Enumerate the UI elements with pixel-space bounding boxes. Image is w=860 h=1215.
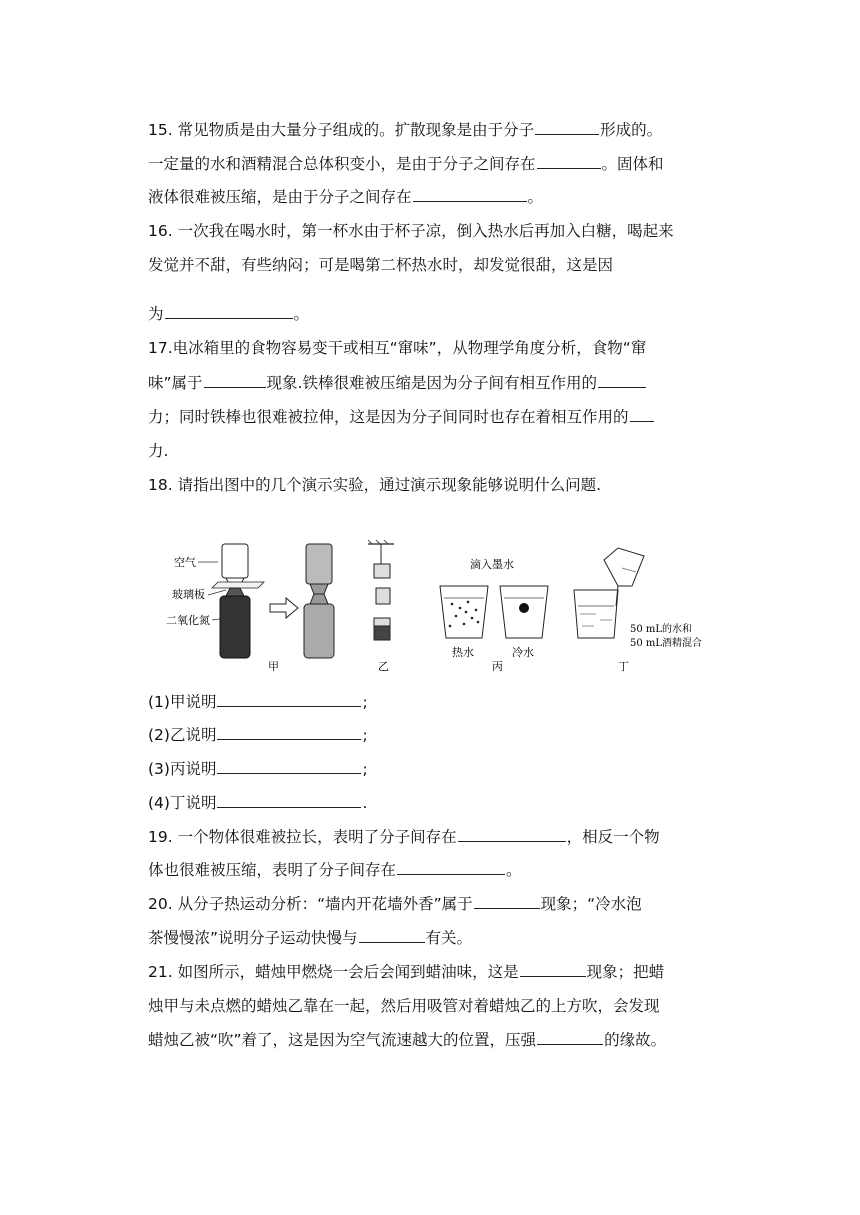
answer-blank[interactable] [474,894,540,909]
answer-blank[interactable] [217,725,361,740]
answer-blank[interactable] [537,1030,603,1045]
caption-jia: 甲 [268,660,279,673]
q20-line-2: 茶慢慢浓”说明分子运动快慢与 有关。 [148,929,473,947]
experiment-ding [574,548,702,673]
q18-answer-3: (3)丙说明 ; [148,760,368,778]
answer-blank[interactable] [520,962,586,977]
q17-line-3: 力；同时铁棒也很难被拉伸，这是因为分子间同时也存在着相互作用的 [148,407,655,427]
q17-line-4: 力. [148,442,169,460]
q15-line-3: 液体很难被压缩，是由于分子之间存在 。 [148,188,544,206]
q21-line-1: 21. 如图所示，蜡烛甲燃烧一会后会闻到蜡油味，这是 现象；把蜡 [148,963,665,981]
answer-blank[interactable] [359,928,425,943]
answer-blank[interactable] [537,154,601,169]
answer-blank[interactable] [217,692,361,707]
label-mix-2: 50 mL酒精混合 [630,638,703,649]
q21-line-3: 蜡烛乙被“吹”着了，这是因为空气流速越大的位置，压强 的缘故。 [148,1031,667,1049]
label-hot-water: 热水 [452,646,474,659]
label-mix-1: 50 mL的水和 [630,624,693,635]
q15-line-2: 一定量的水和酒精混合总体积变小，是由于分子之间存在 。固体和 [148,155,664,173]
q16-line-2: 发觉并不甜，有些纳闷；可是喝第二杯热水时，却发觉很甜，这是因 [148,256,614,274]
answer-blank[interactable] [535,120,599,135]
label-air: 空气 [174,556,196,569]
experiment-figure [148,538,708,678]
answer-blank[interactable] [458,827,566,842]
q21-line-2: 烛甲与未点燃的蜡烛乙靠在一起，然后用吸管对着蜡烛乙的上方吹，会发现 [148,997,660,1015]
q19-line-2: 体也很难被压缩，表明了分子间存在 。 [148,861,522,879]
q16-line-3: 为 。 [148,305,310,323]
caption-bing: 丙 [492,660,503,673]
experiment-yi [368,540,394,673]
caption-ding: 丁 [618,660,629,673]
q18-answer-4: (4)丁说明 . [148,794,368,812]
answer-blank[interactable] [630,407,654,422]
q15-line-1: 15. 常见物质是由大量分子组成的。扩散现象是由于分子 形成的。 [148,121,663,139]
label-no2: 二氧化氮 [166,614,210,627]
label-ink: 滴入墨水 [470,558,514,571]
answer-blank[interactable] [598,373,646,388]
answer-blank[interactable] [217,759,361,774]
experiment-bing [440,557,548,673]
q18-answer-2: (2)乙说明 ; [148,726,368,744]
label-cold-water: 冷水 [512,646,534,659]
q17-line-1: 17.电冰箱里的食物容易变干或相互“窜味”，从物理学角度分析，食物“窜 [148,339,647,357]
q20-line-1: 20. 从分子热运动分析：“墙内开花墙外香”属于 现象；“冷水泡 [148,895,642,913]
answer-blank[interactable] [204,373,266,388]
q18-answer-1: (1)甲说明 ; [148,693,368,711]
label-glass: 玻璃板 [172,588,205,601]
answer-blank[interactable] [165,304,293,319]
q19-line-1: 19. 一个物体很难被拉长，表明了分子间存在 ，相反一个物 [148,828,660,846]
q17-line-2: 味”属于 现象.铁棒很难被压缩是因为分子间有相互作用的 [148,373,647,393]
answer-blank[interactable] [413,187,527,202]
answer-blank[interactable] [397,860,505,875]
answer-blank[interactable] [217,793,361,808]
q18-stem: 18. 请指出图中的几个演示实验，通过演示现象能够说明什么问题. [148,476,602,494]
q16-line-1: 16. 一次我在喝水时，第一杯水由于杯子凉，倒入热水后再加入白糖，喝起来 [148,222,674,240]
caption-yi: 乙 [378,660,389,673]
experiment-jia [166,544,334,673]
